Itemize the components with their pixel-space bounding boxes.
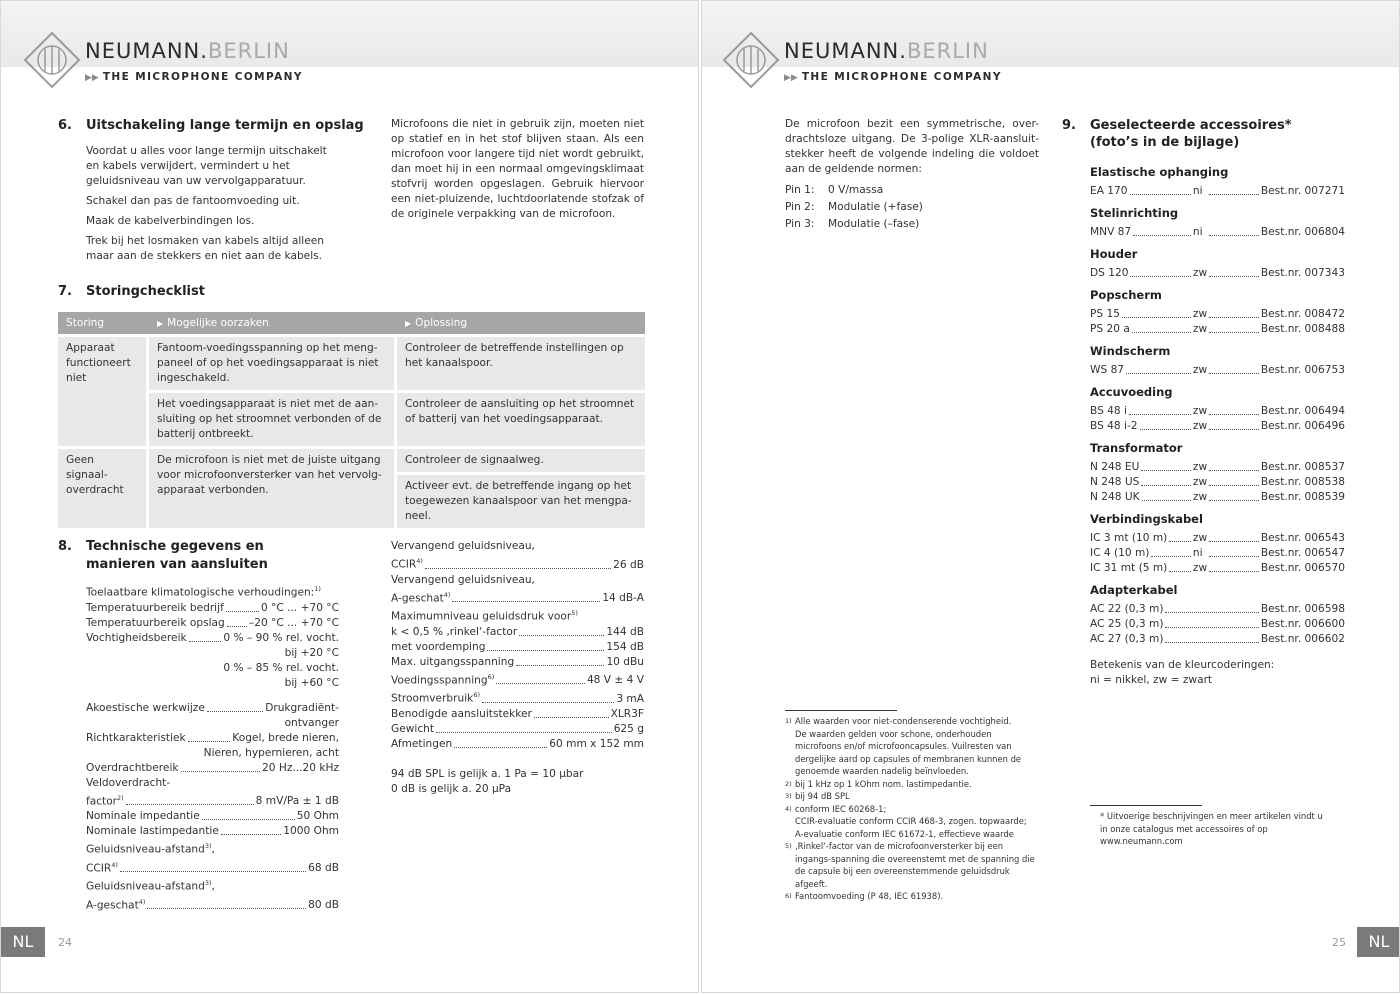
spec-row: factor$^{2)}$ 8 mV/Pa ± 1 dB bbox=[86, 793, 339, 808]
spec-row: Benodigde aansluitstekker XLR3F bbox=[391, 707, 644, 720]
section-8-heading: 8. Technische gegevens en bbox=[58, 539, 264, 554]
col-header-causes: ▶ Mogelijke oorzaken bbox=[149, 312, 397, 334]
brand-name: NEUMANN.BERLIN bbox=[784, 39, 989, 63]
accessory-row: DS 120 zw Best.nr. 007343 bbox=[1090, 267, 1345, 279]
accessory-group-heading: Adapterkabel bbox=[1090, 583, 1178, 597]
table-row bbox=[58, 337, 645, 390]
cell-cause: Fantoom-voedingsspanning op het meng-paneel of op het voedingsapparaat is niet ingeschakeld. bbox=[149, 337, 397, 390]
pin-list bbox=[785, 183, 1039, 232]
spec-row: Nominale lastimpedantie 1000 Ohm bbox=[86, 825, 339, 838]
accessory-row: BS 48 i zw Best.nr. 006494 bbox=[1090, 405, 1345, 417]
star-note-rule bbox=[1090, 805, 1202, 806]
accessory-row: N 248 UK zw Best.nr. 008539 bbox=[1090, 491, 1345, 503]
color-code-legend: ni = nikkel, zw = zwart bbox=[1090, 674, 1213, 686]
spec-row: CCIR$^{4)}$ 68 dB bbox=[86, 860, 339, 875]
pin-row: Pin 1: 0 V/massa bbox=[785, 184, 884, 196]
cell-storing: Geen signaal-overdracht bbox=[58, 449, 149, 528]
section-6-para-4: Trek bij het losmaken van kabels altijd alleen maar aan de stekkers en niet aan de kabels. bbox=[86, 235, 324, 262]
color-code-legend: Betekenis van de kleurcoderingen: bbox=[1090, 659, 1275, 671]
col-header-solution: ▶ Oplossing bbox=[397, 312, 645, 334]
cell-cause: De microfoon is niet met de juiste uitgang voor microfoonversterker van het vervolg-apparaat verbonden. bbox=[149, 449, 397, 528]
accessory-group-heading: Houder bbox=[1090, 247, 1138, 261]
accessory-row: BS 48 i-2 zw Best.nr. 006496 bbox=[1090, 420, 1345, 432]
spec-row: Temperatuurbereik bedrijf 0 °C ... +70 °C bbox=[86, 601, 339, 614]
section-8-heading-line-2: manieren van aansluiten bbox=[86, 557, 268, 572]
accessory-row: PS 15 zw Best.nr. 008472 bbox=[1090, 308, 1345, 320]
spec-row: Nominale impedantie 50 Ohm bbox=[86, 810, 339, 823]
footnote: CCIR-evaluatie conform CCIR 468-3, zogen. topwaarde; bbox=[795, 816, 1027, 826]
cell-fix: Controleer de signaalweg. bbox=[397, 449, 645, 472]
accessory-group-heading: Accuvoeding bbox=[1090, 385, 1173, 399]
troubleshooting-table bbox=[58, 309, 645, 531]
brand-tagline: ▶▶ THE MICROPHONE COMPANY bbox=[85, 71, 303, 83]
spec-list-right bbox=[391, 539, 644, 797]
accessory-row: MNV 87 ni Best.nr. 006804 bbox=[1090, 226, 1345, 238]
spec-row: met voordemping 154 dB bbox=[391, 640, 644, 653]
spec-row: A-geschat$^{4)}$ 80 dB bbox=[86, 897, 339, 912]
table-header-row bbox=[58, 312, 645, 334]
accessory-group-heading: Windscherm bbox=[1090, 344, 1171, 358]
section-7-heading: 7. Storingchecklist bbox=[58, 284, 205, 299]
spec-row: Stroomverbruik$^{6)}$ 3 mA bbox=[391, 691, 644, 705]
accessory-row: WS 87 zw Best.nr. 006753 bbox=[1090, 364, 1345, 376]
page-number: 25 bbox=[1332, 936, 1346, 949]
spec-row: Gewicht 625 g bbox=[391, 722, 644, 735]
spec-value-cont: bij +20 °C bbox=[284, 646, 339, 659]
cell-fix: Controleer de aansluiting op het stroomnet of batterij van het voedingsapparaat. bbox=[397, 393, 645, 446]
section-9-heading: 9. Geselecteerde accessoires* bbox=[1062, 118, 1292, 133]
spec-value-cont: Nieren, hypernieren, acht bbox=[203, 746, 339, 759]
pin-row: Pin 3: Modulatie (–fase) bbox=[785, 218, 920, 230]
accessory-row: PS 20 a zw Best.nr. 008488 bbox=[1090, 323, 1345, 335]
accessory-group-heading: Stelinrichting bbox=[1090, 206, 1179, 220]
spec-row: Afmetingen 60 mm x 152 mm bbox=[391, 737, 644, 750]
footnote: 3) bij 94 dB SPL bbox=[785, 791, 850, 801]
accessory-group-heading: Elastische ophanging bbox=[1090, 165, 1229, 179]
spec-label-cont: Veldoverdracht- bbox=[86, 776, 171, 789]
section-6-para-3: Maak de kabelverbindingen los. bbox=[86, 215, 255, 227]
spec-equivalence: 0 dB is gelijk a. 20 µPa bbox=[391, 782, 512, 795]
page-number: 24 bbox=[58, 936, 72, 949]
cell-fix: Controleer de betreffende instellingen op het kanaalspoor. bbox=[397, 337, 645, 390]
footnote-rule bbox=[785, 710, 897, 711]
spec-row: Temperatuurbereik opslag –20 °C ... +70 °C bbox=[86, 616, 339, 629]
spec-row: Voedingsspanning$^{6)}$ 48 V ± 4 V bbox=[391, 672, 644, 687]
spec-value-cont: 0 % – 85 % rel. vocht. bbox=[223, 661, 339, 674]
language-tab: NL bbox=[1, 927, 45, 957]
pin-row: Pin 2: Modulatie (+fase) bbox=[785, 201, 923, 213]
spec-label-cont: Geluidsniveau-afstand$^{3)}$, bbox=[86, 879, 215, 893]
neumann-logo-icon bbox=[23, 31, 81, 89]
footnote: 2) bij 1 kHz op 1 kOhm nom. lastimpedantie. bbox=[785, 778, 972, 789]
triangle-right-icon: ▶ bbox=[157, 318, 164, 328]
footnote: 5) ‚Rinkel‘-factor van de microfoonversterker bij een ingangs-spanning die overeenstemt met de spanning die de capsule bij een overeenstemmende geluidsdruk afgeeft. bbox=[785, 841, 1035, 889]
accessory-row: IC 3 mt (10 m) zw Best.nr. 006543 bbox=[1090, 532, 1345, 544]
spec-list-left bbox=[86, 582, 339, 913]
footnote: A-evaluatie conform IEC 61672-1, effectieve waarde bbox=[795, 828, 1014, 839]
cell-fix: Activeer evt. de betreffende ingang op het toegewezen kanaalspoor van het mengpa-neel. bbox=[397, 475, 645, 528]
section-9-heading-line-2: (foto’s in de bijlage) bbox=[1090, 135, 1240, 150]
cell-cause: Het voedingsapparaat is niet met de aan-sluiting op het stroomnet verbonden of de batterij ontbreekt. bbox=[149, 393, 397, 446]
spec-climate-label: Toelaatbare klimatologische verhoudingen:$^{1)}$ bbox=[86, 585, 321, 599]
neumann-logo-icon bbox=[722, 31, 780, 89]
spec-label-cont: Maximumniveau geluidsdruk voor$^{5)}$ bbox=[391, 609, 578, 623]
accessory-row: AC 22 (0,3 m) Best.nr. 006598 bbox=[1090, 603, 1345, 615]
accessory-row: IC 31 mt (5 m) zw Best.nr. 006570 bbox=[1090, 562, 1345, 574]
spec-row: CCIR$^{4)}$ 26 dB bbox=[391, 557, 644, 571]
table-row bbox=[58, 449, 645, 472]
footnote: De waarden gelden voor schone, onderhouden microfoons en/of microfooncapsules. Vuilresten van dergelijke aard op capsules of membranen kunnen de genoemde waarden nadelig beïnvloeden. bbox=[795, 728, 1022, 776]
accessory-row: N 248 EU zw Best.nr. 008537 bbox=[1090, 461, 1345, 473]
brand-tagline: ▶▶ THE MICROPHONE COMPANY bbox=[784, 71, 1002, 83]
spec-label-cont: Vervangend geluidsniveau, bbox=[391, 573, 535, 586]
star-note: * Uitvoerige beschrijvingen en meer artikelen vindt u in onze catalogus met accessoires of op www.neumann.com bbox=[1100, 811, 1323, 846]
spec-label-cont: Vervangend geluidsniveau, bbox=[391, 540, 535, 552]
spec-value-cont: bij +60 °C bbox=[284, 676, 339, 689]
spec-value-cont: ontvanger bbox=[284, 716, 339, 729]
footnote: 6) Fantoomvoeding (P 48, IEC 61938). bbox=[785, 891, 944, 901]
spec-equivalence: 94 dB SPL is gelijk a. 1 Pa = 10 µbar bbox=[391, 767, 584, 780]
accessory-list bbox=[1090, 165, 1345, 688]
section-6-heading: 6. Uitschakeling lange termijn en opslag bbox=[58, 118, 364, 133]
footnotes bbox=[785, 715, 1040, 903]
accessory-row: AC 25 (0,3 m) Best.nr. 006600 bbox=[1090, 618, 1345, 630]
cell-storing: Apparaat functioneert niet bbox=[58, 337, 149, 446]
spec-row: Akoestische werkwijze Drukgradiënt- bbox=[86, 701, 339, 714]
triangle-right-icon: ▶ bbox=[405, 318, 412, 328]
left-page bbox=[0, 0, 699, 993]
accessory-group-heading: Popscherm bbox=[1090, 288, 1162, 302]
section-6-para-1: Voordat u alles voor lange termijn uitschakelt en kabels verwijdert, vermindert u het geluidsniveau van uw vervolgapparatuur. bbox=[86, 145, 327, 187]
accessory-row: AC 27 (0,3 m) Best.nr. 006602 bbox=[1090, 633, 1345, 645]
accessory-group-heading: Transformator bbox=[1090, 441, 1183, 455]
accessory-row: IC 4 (10 m) ni Best.nr. 006547 bbox=[1090, 547, 1345, 559]
accessory-row: EA 170 ni Best.nr. 007271 bbox=[1090, 185, 1345, 197]
spec-row: Richtkarakteristiek Kogel, brede nieren, bbox=[86, 731, 339, 744]
section-6-para-2: Schakel dan pas de fantoomvoeding uit. bbox=[86, 195, 300, 207]
spec-row: Max. uitgangsspanning 10 dBu bbox=[391, 655, 644, 668]
footnote: 1) Alle waarden voor niet-condenserende vochtigheid. bbox=[785, 716, 1012, 726]
spec-row: Overdrachtbereik 20 Hz...20 kHz bbox=[86, 761, 339, 774]
output-intro: De microfoon bezit een symmetrische, over-drachtsloze uitgang. De 3-polige XLR-aansluit-stekker heeft de volgende indeling die voldoet aan de geldende normen: bbox=[785, 118, 1039, 175]
col-header-storing: Storing bbox=[58, 312, 149, 334]
spec-label-cont: Geluidsniveau-afstand$^{3)}$, bbox=[86, 842, 215, 856]
spec-row: A-geschat$^{4)}$ 14 dB-A bbox=[391, 590, 644, 605]
right-page bbox=[701, 0, 1400, 993]
section-6-right-para: Microfoons die niet in gebruik zijn, moeten niet op statief en in het stof blijven staan. Als een microfoon voor langere tijd niet wordt gebruikt, dan moet hij in een normaal omgevingsklimaat stofvrij worden opgeslagen. Gebruik hiervoor een niet-pluizende, luchtdoorlatende stofzak of de originele verpakking van de microfoon. bbox=[391, 118, 644, 220]
spec-row: Vochtigheidsbereik 0 % – 90 % rel. vocht. bbox=[86, 631, 339, 644]
accessory-row: N 248 US zw Best.nr. 008538 bbox=[1090, 476, 1345, 488]
accessory-group-heading: Verbindingskabel bbox=[1090, 512, 1203, 526]
language-tab: NL bbox=[1357, 927, 1400, 957]
footnote: 4) conform IEC 60268-1; bbox=[785, 803, 887, 814]
spec-row: k < 0,5 % ‚rinkel‘-factor 144 dB bbox=[391, 625, 644, 638]
brand-name: NEUMANN.BERLIN bbox=[85, 39, 290, 63]
